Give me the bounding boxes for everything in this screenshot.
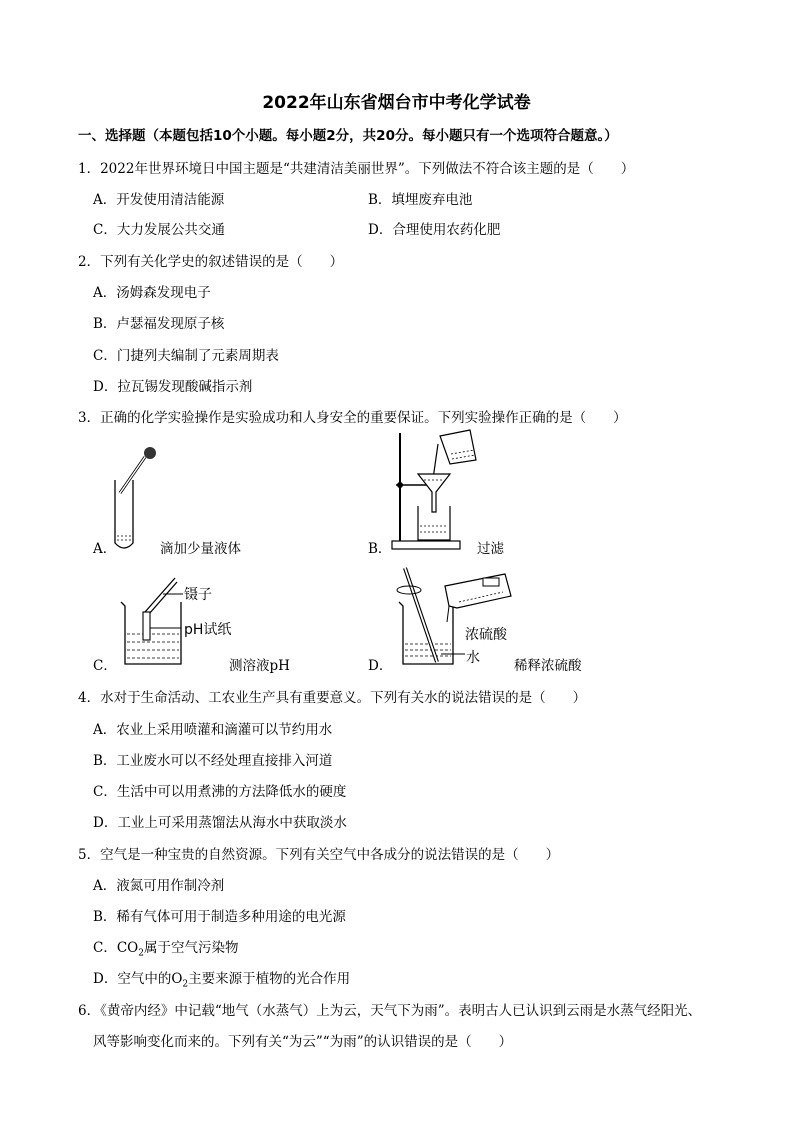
dilute-acid-figure [393,562,513,672]
question-4-option-a: A．农业上采用喷灌和滴灌可以节约用水 [93,722,333,738]
question-3-option-a-letter: A． [93,541,117,557]
question-1-option-a: A．开发使用清洁能源 [93,192,225,208]
tweezers-label: 镊子 [184,587,212,603]
question-2-option-a: A．汤姆森发现电子 [93,285,211,301]
ph-paper-label: pH试纸 [184,622,232,638]
question-1-option-d: D．合理使用农药化肥 [368,222,501,238]
question-3-option-b-letter: B． [368,541,392,557]
question-5-option-a: A．液氮可用作制冷剂 [93,878,225,894]
option-c-suffix: 属于空气污染物 [143,940,239,956]
question-4-option-b: B．工业废水可以不经处理直接排入河道 [93,753,333,769]
option-d-suffix: 主要来源于植物的光合作用 [188,971,351,987]
question-3-option-c-letter: C． [93,658,117,674]
question-1-stem: 1．2022年世界环境日中国主题是“共建清洁美丽世界”。下列做法不符合该主题的是（ ） [78,161,635,177]
question-1-option-c: C．大力发展公共交通 [93,222,225,238]
question-3-option-d-letter: D． [368,658,393,674]
o2-subscript: 2 [182,979,189,990]
question-4-option-d: D．工业上可采用蒸馏法从海水中获取淡水 [93,815,347,831]
question-3-option-a-text: 滴加少量液体 [160,541,241,557]
question-2-option-b: B．卢瑟福发现原子核 [93,316,225,332]
question-5-option-b: B．稀有气体可用于制造多种用途的电光源 [93,909,346,925]
acid-label: 浓硫酸 [465,627,507,643]
co2-subscript: 2 [138,948,144,959]
question-6-stem-line-1: 6．《黄帝内经》中记载“地气（水蒸气）上为云，天气下为雨”。表明古人已认识到云雨是水蒸气经阳光、 [78,1003,702,1019]
question-5-option-c [93,936,238,959]
filtration-figure [388,428,488,553]
question-2-stem: 2．下列有关化学史的叙述错误的是（ ） [78,254,344,270]
question-3-stem: 3．正确的化学实验操作是实验成功和人身安全的重要保证。下列实验操作正确的是（ ） [78,410,627,426]
question-3-option-b-text: 过滤 [477,541,504,557]
option-c-prefix: C．CO [93,940,139,956]
question-4-option-c: C．生活中可以用煮沸的方法降低水的硬度 [93,784,347,800]
water-label: 水 [466,650,480,666]
question-3-option-d-text: 稀释浓硫酸 [514,658,582,674]
question-4-stem: 4．水对于生命活动、工农业生产具有重要意义。下列有关水的说法错误的是（ ） [78,690,587,706]
question-1-option-b: B．填埋废弃电池 [368,192,473,208]
question-3-option-c-text: 测溶液pH [229,658,290,674]
page-title: 2022年山东省烟台市中考化学试卷 [262,93,531,113]
section-heading: 一、选择题（本题包括10个小题。每小题2分，共20分。每小题只有一个选项符合题意。） [78,128,618,144]
question-5-option-d [93,967,350,990]
question-5-stem: 5．空气是一种宝贵的自然资源。下列有关空气中各成分的说法错误的是（ ） [78,847,560,863]
option-d-prefix: D．空气中的O [93,971,183,987]
question-2-option-c: C．门捷列夫编制了元素周期表 [93,348,279,364]
question-2-option-d: D．拉瓦锡发现酸碱指示剂 [93,379,253,395]
question-6-stem-line-2: 风等影响变化而来的。下列有关“为云”“为雨”的认识错误的是（ ） [93,1034,513,1050]
